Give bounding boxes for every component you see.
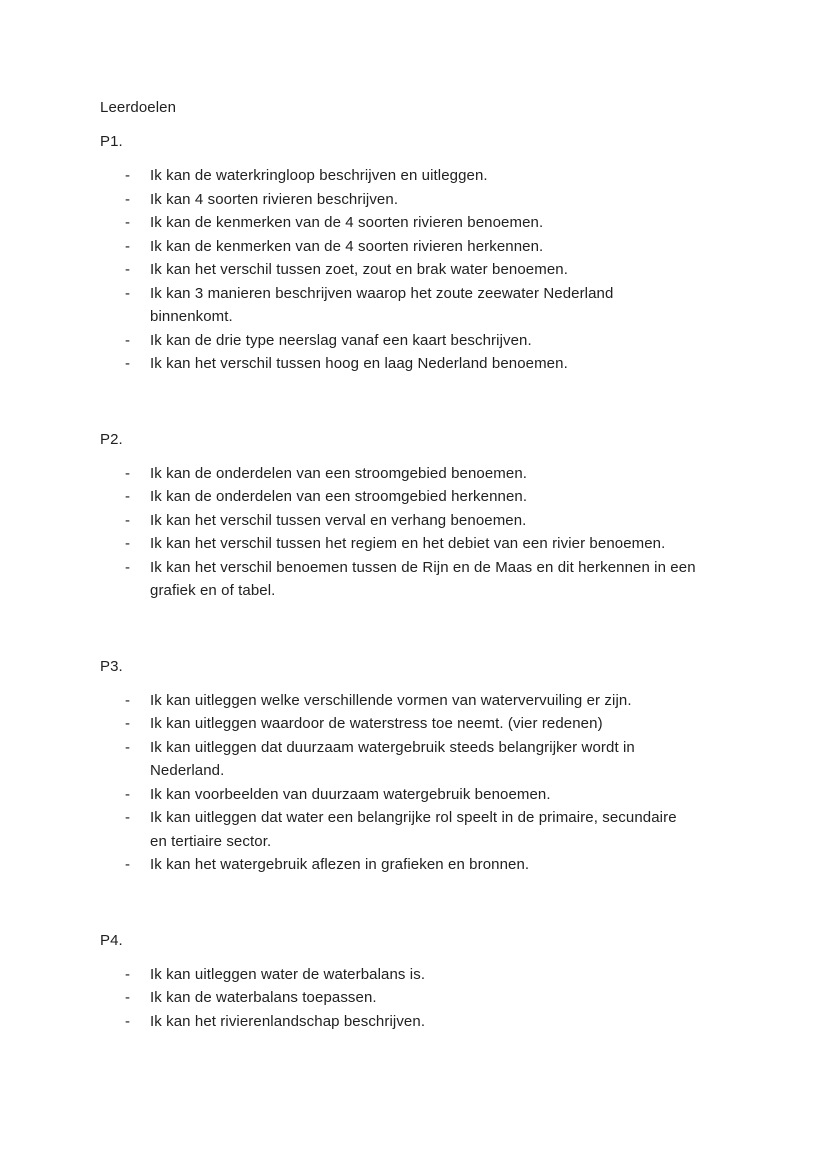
list-item-line: Ik kan het verschil tussen verval en verhang benoemen. <box>150 511 527 529</box>
list-item <box>100 963 728 987</box>
section-p4 <box>100 929 728 1034</box>
list-item <box>100 462 728 486</box>
list-item-line: Ik kan voorbeelden van duurzaam watergebruik benoemen. <box>150 785 551 803</box>
dash-bullet: - <box>125 691 131 709</box>
list-item-line: Ik kan de onderdelen van een stroomgebied benoemen. <box>150 464 528 482</box>
list-item <box>100 986 728 1010</box>
list-item-line: Ik kan de kenmerken van de 4 soorten rivieren benoemen. <box>150 214 544 231</box>
list-item-line: Ik kan de kenmerken van de 4 soorten rivieren herkennen. <box>150 237 544 255</box>
dash-bullet: - <box>125 989 131 1006</box>
dash-bullet: - <box>125 214 131 231</box>
list-item-line: Ik kan uitleggen dat duurzaam watergebruik steeds belangrijker wordt in <box>150 738 635 756</box>
list-item-text <box>150 282 728 329</box>
bullet-list <box>100 164 728 376</box>
list-item-line: Ik kan het verschil tussen zoet, zout en brak water benoemen. <box>150 261 568 278</box>
list-item-line: Ik kan het verschil benoemen tussen de Rijn en de Maas en dit herkennen in een <box>150 558 696 576</box>
list-item-line: en tertiaire sector. <box>150 832 272 850</box>
list-item-line: Ik kan het verschil tussen hoog en laag Nederland benoemen. <box>150 355 568 372</box>
section-p2 <box>100 428 728 603</box>
list-item <box>100 689 728 713</box>
list-item-text <box>150 853 728 877</box>
list-item-text <box>150 532 728 556</box>
dash-bullet: - <box>125 511 131 529</box>
list-item-text <box>150 352 728 376</box>
list-item-text <box>150 963 728 987</box>
list-item-text <box>150 806 728 853</box>
list-item-text <box>150 556 728 603</box>
dash-bullet: - <box>125 738 131 756</box>
list-item <box>100 485 728 509</box>
bullet-list <box>100 689 728 877</box>
list-item <box>100 532 728 556</box>
section-p3 <box>100 655 728 877</box>
list-item-text <box>150 986 728 1010</box>
list-item-text <box>150 712 728 736</box>
dash-bullet: - <box>125 1012 131 1030</box>
bullet-list <box>100 963 728 1034</box>
dash-bullet: - <box>125 488 131 505</box>
list-item <box>100 329 728 353</box>
list-item-text <box>150 188 728 212</box>
list-item-line: Ik kan 3 manieren beschrijven waarop het zoute zeewater Nederland <box>150 284 614 302</box>
bullet-list <box>100 462 728 603</box>
list-item <box>100 783 728 807</box>
list-item-text <box>150 164 728 188</box>
list-item-line: Ik kan uitleggen welke verschillende vormen van watervervuiling er zijn. <box>150 691 632 709</box>
dash-bullet: - <box>125 284 131 302</box>
dash-bullet: - <box>125 715 131 732</box>
dash-bullet: - <box>125 331 131 349</box>
list-item-line: Ik kan het verschil tussen het regiem en het debiet van een rivier benoemen. <box>150 535 666 552</box>
list-item <box>100 164 728 188</box>
list-item-text <box>150 258 728 282</box>
list-item <box>100 282 728 329</box>
dash-bullet: - <box>125 237 131 255</box>
list-item <box>100 556 728 603</box>
list-item <box>100 712 728 736</box>
dash-bullet: - <box>125 965 131 983</box>
list-item-text <box>150 485 728 509</box>
list-item-text <box>150 211 728 235</box>
list-item <box>100 188 728 212</box>
list-item-line: binnenkomt. <box>150 308 233 325</box>
list-item <box>100 352 728 376</box>
sections-container <box>100 130 728 1033</box>
list-item-line: grafiek en of tabel. <box>150 582 276 599</box>
list-item <box>100 736 728 783</box>
section-label: P3. <box>100 657 123 675</box>
list-item-line: Ik kan de waterbalans toepassen. <box>150 989 377 1006</box>
dash-bullet: - <box>125 355 131 372</box>
list-item <box>100 806 728 853</box>
list-item-text <box>150 509 728 533</box>
list-item-text <box>150 1010 728 1034</box>
list-item-text <box>150 235 728 259</box>
list-item-text <box>150 689 728 713</box>
list-item-text <box>150 736 728 783</box>
section-label: P1. <box>100 133 123 150</box>
list-item-line: Ik kan de drie type neerslag vanaf een kaart beschrijven. <box>150 331 532 349</box>
section-label: P4. <box>100 931 123 949</box>
list-item-line: Ik kan het rivierenlandschap beschrijven. <box>150 1012 426 1030</box>
dash-bullet: - <box>125 190 131 208</box>
list-item-text <box>150 783 728 807</box>
dash-bullet: - <box>125 535 131 552</box>
list-item <box>100 211 728 235</box>
dash-bullet: - <box>125 809 131 826</box>
list-item <box>100 509 728 533</box>
list-item-line: Ik kan het watergebruik aflezen in grafieken en bronnen. <box>150 856 530 873</box>
page-title: Leerdoelen <box>100 99 177 116</box>
list-item-text <box>150 462 728 486</box>
list-item-text <box>150 329 728 353</box>
dash-bullet: - <box>125 261 131 278</box>
section-label: P2. <box>100 430 123 448</box>
dash-bullet: - <box>125 167 131 184</box>
list-item-line: Ik kan uitleggen waardoor de waterstress toe neemt. (vier redenen) <box>150 715 603 732</box>
list-item-line: Ik kan uitleggen water de waterbalans is. <box>150 965 426 983</box>
list-item-line: Ik kan uitleggen dat water een belangrijke rol speelt in de primaire, secundaire <box>150 809 677 826</box>
dash-bullet: - <box>125 856 131 873</box>
list-item <box>100 1010 728 1034</box>
dash-bullet: - <box>125 558 131 576</box>
list-item <box>100 235 728 259</box>
list-item-line: Ik kan de onderdelen van een stroomgebied herkennen. <box>150 488 528 505</box>
list-item <box>100 853 728 877</box>
list-item-line: Ik kan de waterkringloop beschrijven en uitleggen. <box>150 167 488 184</box>
list-item <box>100 258 728 282</box>
section-p1 <box>100 130 728 376</box>
list-item-line: Nederland. <box>150 762 225 779</box>
dash-bullet: - <box>125 785 131 803</box>
list-item-line: Ik kan 4 soorten rivieren beschrijven. <box>150 190 399 208</box>
dash-bullet: - <box>125 464 131 482</box>
